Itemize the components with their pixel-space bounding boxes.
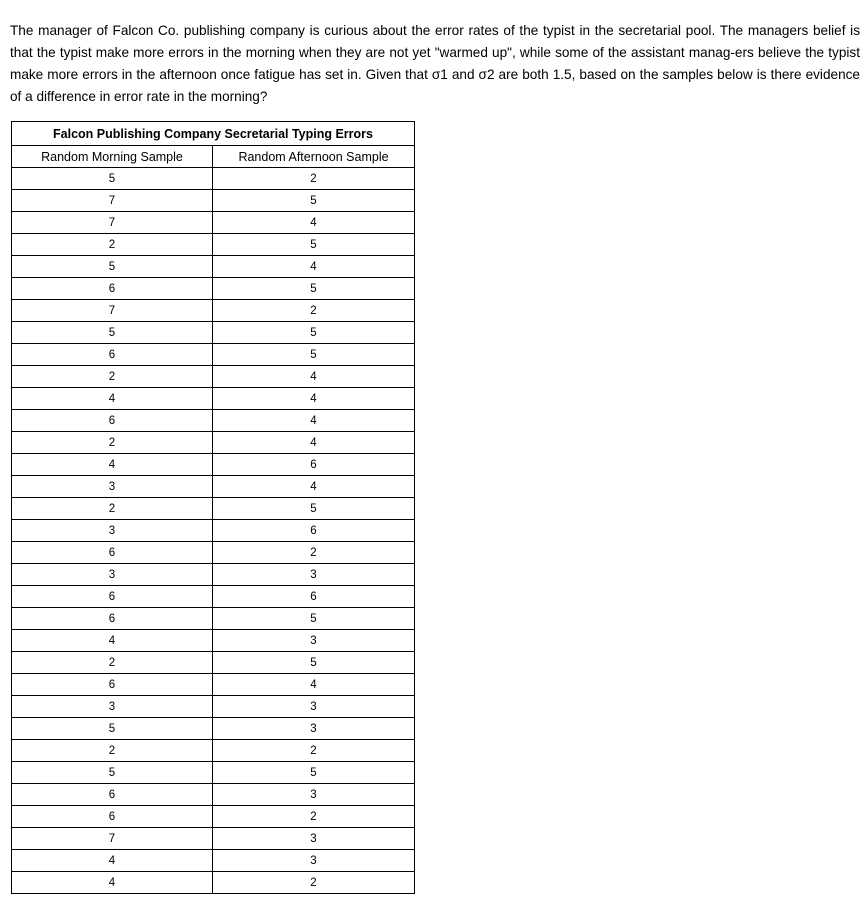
table-row bbox=[12, 696, 415, 718]
table-row bbox=[12, 608, 415, 630]
morning-errors-cell: 7 bbox=[12, 190, 213, 212]
table-row bbox=[12, 366, 415, 388]
table-row bbox=[12, 520, 415, 542]
typing-errors-table bbox=[11, 121, 415, 894]
morning-errors-cell: 6 bbox=[12, 784, 213, 806]
table-row bbox=[12, 806, 415, 828]
table-row bbox=[12, 718, 415, 740]
afternoon-errors-cell: 5 bbox=[213, 234, 415, 256]
typing-errors-table-container bbox=[11, 121, 415, 894]
afternoon-errors-cell: 2 bbox=[213, 300, 415, 322]
morning-errors-cell: 2 bbox=[12, 652, 213, 674]
morning-errors-cell: 3 bbox=[12, 520, 213, 542]
table-row bbox=[12, 388, 415, 410]
morning-errors-cell: 2 bbox=[12, 366, 213, 388]
morning-errors-cell: 7 bbox=[12, 828, 213, 850]
morning-errors-cell: 4 bbox=[12, 388, 213, 410]
table-row bbox=[12, 542, 415, 564]
table-body bbox=[12, 168, 415, 894]
table-row bbox=[12, 740, 415, 762]
morning-errors-cell: 6 bbox=[12, 278, 213, 300]
afternoon-errors-cell: 6 bbox=[213, 520, 415, 542]
table-title: Falcon Publishing Company Secretarial Typing Errors bbox=[12, 122, 415, 146]
afternoon-errors-cell: 2 bbox=[213, 872, 415, 894]
morning-errors-cell: 4 bbox=[12, 630, 213, 652]
morning-errors-cell: 6 bbox=[12, 410, 213, 432]
table-row bbox=[12, 410, 415, 432]
table-row bbox=[12, 850, 415, 872]
table-row bbox=[12, 762, 415, 784]
afternoon-errors-cell: 3 bbox=[213, 850, 415, 872]
table-row bbox=[12, 564, 415, 586]
afternoon-errors-cell: 6 bbox=[213, 586, 415, 608]
morning-errors-cell: 7 bbox=[12, 300, 213, 322]
table-row bbox=[12, 322, 415, 344]
morning-errors-cell: 4 bbox=[12, 872, 213, 894]
morning-errors-cell: 6 bbox=[12, 806, 213, 828]
afternoon-errors-cell: 5 bbox=[213, 652, 415, 674]
table-row bbox=[12, 212, 415, 234]
table-row bbox=[12, 190, 415, 212]
morning-errors-cell: 4 bbox=[12, 850, 213, 872]
morning-errors-cell: 2 bbox=[12, 498, 213, 520]
table-row bbox=[12, 872, 415, 894]
table-row bbox=[12, 300, 415, 322]
question-text: The manager of Falcon Co. publishing company is curious about the error rates of the typist in the secretarial pool. The managers belief is that the typist make more errors in the morning when they are not yet "warmed up", while some of the assistant manag-ers believe the typist make more errors in the afternoon once fatigue has set in. Given that σ1 and σ2 are both 1.5, based on the samples below is there evidence of a difference in error rate in the morning? bbox=[10, 23, 860, 104]
table-row bbox=[12, 168, 415, 190]
morning-errors-cell: 5 bbox=[12, 718, 213, 740]
column-header-afternoon: Random Afternoon Sample bbox=[213, 146, 415, 168]
afternoon-errors-cell: 4 bbox=[213, 674, 415, 696]
afternoon-errors-cell: 3 bbox=[213, 718, 415, 740]
morning-errors-cell: 5 bbox=[12, 322, 213, 344]
table-row bbox=[12, 674, 415, 696]
morning-errors-cell: 3 bbox=[12, 564, 213, 586]
morning-errors-cell: 2 bbox=[12, 740, 213, 762]
afternoon-errors-cell: 3 bbox=[213, 784, 415, 806]
afternoon-errors-cell: 4 bbox=[213, 212, 415, 234]
afternoon-errors-cell: 4 bbox=[213, 432, 415, 454]
table-row bbox=[12, 652, 415, 674]
morning-errors-cell: 6 bbox=[12, 674, 213, 696]
afternoon-errors-cell: 3 bbox=[213, 828, 415, 850]
table-row bbox=[12, 828, 415, 850]
afternoon-errors-cell: 5 bbox=[213, 608, 415, 630]
morning-errors-cell: 2 bbox=[12, 432, 213, 454]
afternoon-errors-cell: 6 bbox=[213, 454, 415, 476]
table-row bbox=[12, 498, 415, 520]
afternoon-errors-cell: 2 bbox=[213, 806, 415, 828]
afternoon-errors-cell: 4 bbox=[213, 410, 415, 432]
afternoon-errors-cell: 3 bbox=[213, 696, 415, 718]
afternoon-errors-cell: 3 bbox=[213, 630, 415, 652]
morning-errors-cell: 5 bbox=[12, 256, 213, 278]
morning-errors-cell: 4 bbox=[12, 454, 213, 476]
afternoon-errors-cell: 4 bbox=[213, 388, 415, 410]
afternoon-errors-cell: 4 bbox=[213, 366, 415, 388]
morning-errors-cell: 6 bbox=[12, 608, 213, 630]
table-row bbox=[12, 476, 415, 498]
table-row bbox=[12, 234, 415, 256]
morning-errors-cell: 3 bbox=[12, 696, 213, 718]
table-row bbox=[12, 344, 415, 366]
afternoon-errors-cell: 5 bbox=[213, 498, 415, 520]
morning-errors-cell: 6 bbox=[12, 586, 213, 608]
afternoon-errors-cell: 2 bbox=[213, 740, 415, 762]
afternoon-errors-cell: 2 bbox=[213, 168, 415, 190]
table-row bbox=[12, 278, 415, 300]
afternoon-errors-cell: 3 bbox=[213, 564, 415, 586]
table-row bbox=[12, 630, 415, 652]
morning-errors-cell: 3 bbox=[12, 476, 213, 498]
morning-errors-cell: 5 bbox=[12, 168, 213, 190]
table-row bbox=[12, 454, 415, 476]
table-row bbox=[12, 256, 415, 278]
table-row bbox=[12, 784, 415, 806]
morning-errors-cell: 7 bbox=[12, 212, 213, 234]
table-row bbox=[12, 432, 415, 454]
afternoon-errors-cell: 4 bbox=[213, 476, 415, 498]
afternoon-errors-cell: 4 bbox=[213, 256, 415, 278]
morning-errors-cell: 2 bbox=[12, 234, 213, 256]
afternoon-errors-cell: 5 bbox=[213, 322, 415, 344]
afternoon-errors-cell: 5 bbox=[213, 344, 415, 366]
column-header-morning: Random Morning Sample bbox=[12, 146, 213, 168]
morning-errors-cell: 6 bbox=[12, 344, 213, 366]
table-row bbox=[12, 586, 415, 608]
morning-errors-cell: 5 bbox=[12, 762, 213, 784]
afternoon-errors-cell: 5 bbox=[213, 190, 415, 212]
morning-errors-cell: 6 bbox=[12, 542, 213, 564]
afternoon-errors-cell: 5 bbox=[213, 762, 415, 784]
afternoon-errors-cell: 5 bbox=[213, 278, 415, 300]
afternoon-errors-cell: 2 bbox=[213, 542, 415, 564]
